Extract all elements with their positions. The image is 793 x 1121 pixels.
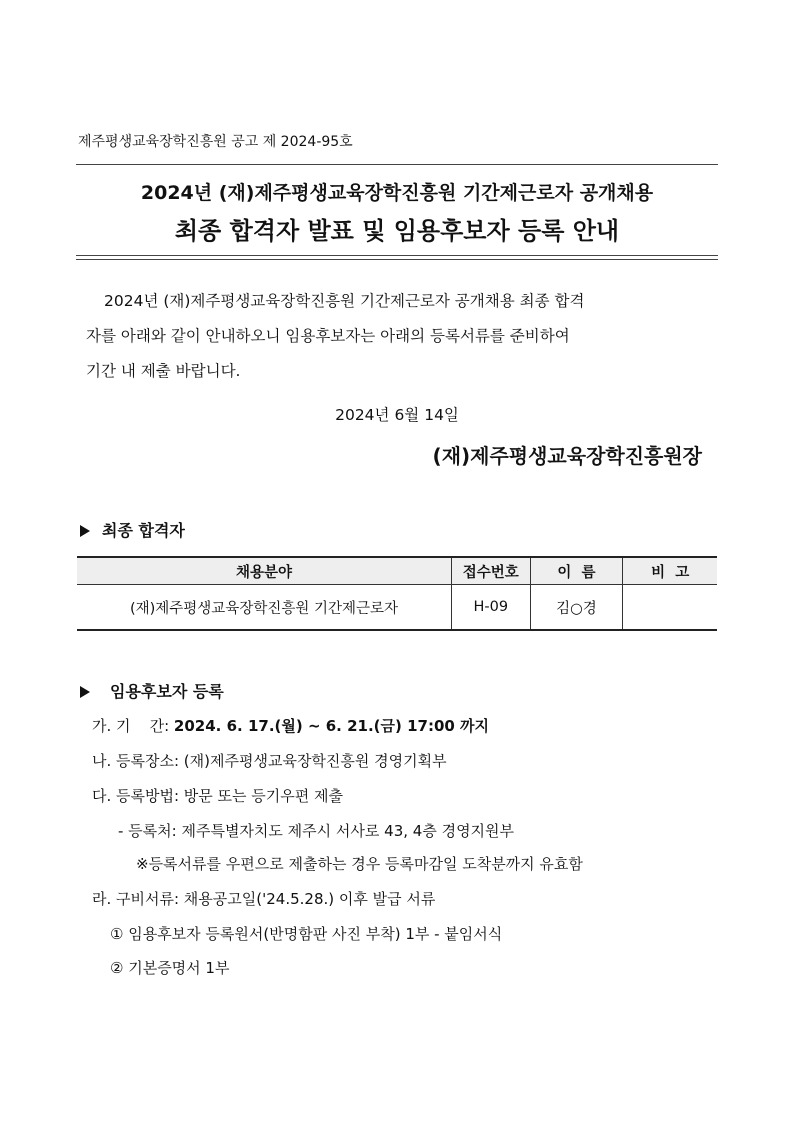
place-item: 나. 등록장소: (재)제주평생교육장학진흥원 경영기획부: [92, 752, 447, 770]
header-remarks: 비 고: [623, 557, 717, 585]
section-final-title: 최종 합격자: [102, 521, 185, 540]
header-receipt-no: 접수번호: [451, 557, 530, 585]
intro-line-2: 자를 아래와 같이 안내하오니 임용후보자는 아래의 등록서류를 준비하여: [86, 327, 570, 345]
section-register-title: 임용후보자 등록: [110, 682, 224, 701]
section-final-heading: [80, 518, 185, 541]
table-row: [77, 585, 717, 631]
notice-date: 2024년 6월 14일: [335, 406, 459, 424]
intro-paragraph: [86, 284, 706, 389]
top-rule: [76, 164, 718, 165]
period-value: 2024. 6. 17.(월) ~ 6. 21.(금) 17:00 까지: [173, 717, 490, 735]
title-line-2: 최종 합격자 발표 및 임용후보자 등록 안내: [174, 217, 620, 245]
postal-note: ※등록서류를 우편으로 제출하는 경우 등록마감일 도착분까지 유효함: [136, 855, 583, 873]
triangle-bullet-icon: [80, 686, 90, 698]
method-item: 다. 등록방법: 방문 또는 등기우편 제출: [92, 787, 344, 805]
notice-number: 제주평생교육장학진흥원 공고 제 2024-95호: [78, 134, 353, 150]
documents-item: 라. 구비서류: 채용공고일('24.5.28.) 이후 발급 서류: [92, 890, 436, 908]
period-label: 가. 기 간:: [92, 717, 170, 735]
section-register-heading: [80, 679, 224, 702]
period-item: [92, 715, 489, 736]
address-item: - 등록처: 제주특별자치도 제주시 서사로 43, 4층 경영지원부: [118, 822, 515, 840]
cell-receipt-no: H-09: [451, 585, 530, 631]
title-double-rule: [76, 255, 718, 260]
header-name: 이 름: [530, 557, 623, 585]
intro-line-3: 기간 내 제출 바랍니다.: [86, 362, 241, 380]
issuer: (재)제주평생교육장학진흥원장: [432, 444, 702, 468]
document-1: ① 임용후보자 등록원서(반명함판 사진 부착) 1부 - 붙임서식: [110, 925, 503, 943]
table-header-row: [77, 557, 717, 585]
cell-remarks: [623, 585, 717, 631]
final-results-table: [77, 556, 717, 631]
cell-field: (재)제주평생교육장학진흥원 기간제근로자: [77, 585, 451, 631]
document-2: ② 기본증명서 1부: [110, 959, 230, 977]
triangle-bullet-icon: [80, 525, 90, 537]
title-line-1: 2024년 (재)제주평생교육장학진흥원 기간제근로자 공개채용: [140, 182, 654, 204]
intro-line-1: 2024년 (재)제주평생교육장학진흥원 기간제근로자 공개채용 최종 합격: [104, 292, 585, 310]
header-field: 채용분야: [77, 557, 451, 585]
cell-name: 김○경: [530, 585, 623, 631]
